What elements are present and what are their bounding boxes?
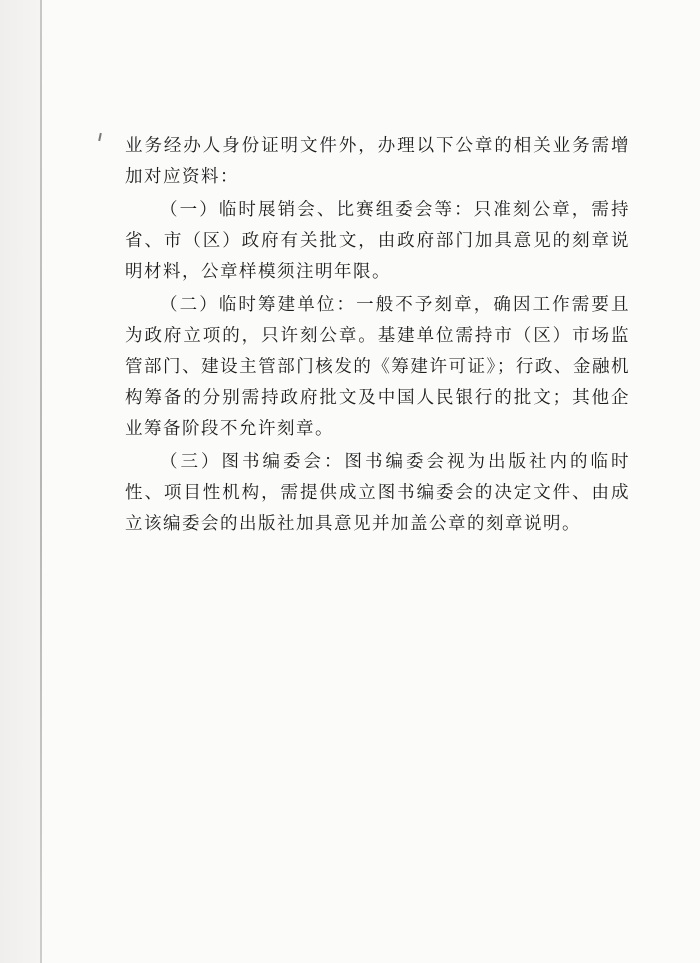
scan-margin xyxy=(0,0,40,963)
paragraph-item-3: （三）图书编委会：图书编委会视为出版社内的临时性、项目性机构，需提供成立图书编委会的决定文件、由成立该编委会的出版社加具意见并加盖公章的刻章说明。 xyxy=(125,452,630,534)
document-body xyxy=(125,131,630,542)
paragraph-intro: 业务经办人身份证明文件外，办理以下公章的相关业务需增加对应资料： xyxy=(125,136,630,187)
paragraph-item-2: （二）临时筹建单位：一般不予刻章，确因工作需要且为政府立项的，只许刻公章。基建单位需持市（区）市场监管部门、建设主管部门核发的《筹建许可证》；行政、金融机构筹备的分别需持政府批文及中国人民银行的批文；其他企业筹备阶段不允许刻章。 xyxy=(125,295,630,439)
paragraph-item-1: （一）临时展销会、比赛组委会等：只准刻公章，需持省、市（区）政府有关批文，由政府部门加具意见的刻章说明材料，公章样模须注明年限。 xyxy=(125,200,630,282)
